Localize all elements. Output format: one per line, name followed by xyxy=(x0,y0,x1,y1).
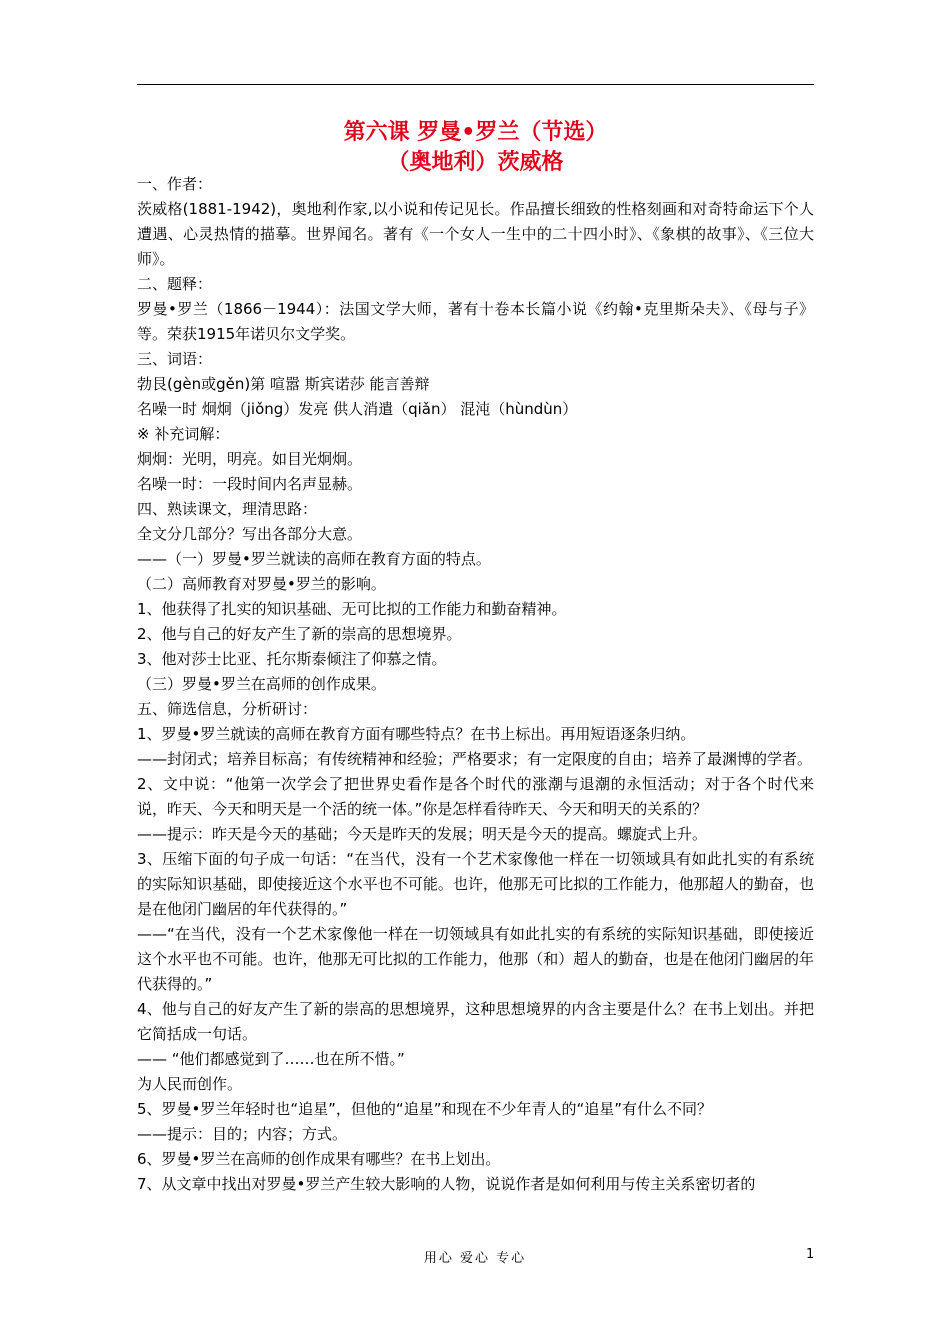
paragraph: 炯炯：光明，明亮。如目光炯炯。 xyxy=(137,450,363,468)
paragraph: 五、筛选信息，分析研讨： xyxy=(137,700,318,718)
paragraph: 1、他获得了扎实的知识基础、无可比拟的工作能力和勤奋精神。 xyxy=(137,600,567,618)
paragraph: （三）罗曼•罗兰在高师的创作成果。 xyxy=(137,675,386,693)
paragraph: 7、从文章中找出对罗曼•罗兰产生较大影响的人物，说说作者是如何利用与传主关系密切者的 xyxy=(137,1175,756,1193)
lesson-title-line: 第六课 罗曼•罗兰（节选） xyxy=(343,120,608,145)
paragraph: 5、罗曼•罗兰年轻时也“追星”，但他的“追星”和现在不少年青人的“追星”有什么不同？ xyxy=(137,1100,713,1118)
paragraph: 罗曼•罗兰（1866－1944）：法国文学大师，著有十卷本长篇小说《约翰•克里斯朵夫》、《母与子》等。荣获1915年诺贝尔文学奖。 xyxy=(137,300,814,343)
paragraph: 6、罗曼•罗兰在高师的创作成果有哪些？在书上划出。 xyxy=(137,1150,501,1168)
paragraph: 全文分几部分？写出各部分大意。 xyxy=(137,525,363,543)
paragraph: 为人民而创作。 xyxy=(137,1075,243,1093)
paragraph: （二）高师教育对罗曼•罗兰的影响。 xyxy=(137,575,386,593)
header-rule xyxy=(137,84,814,85)
paragraph: ※ 补充词解： xyxy=(137,425,230,443)
paragraph: 名噪一时：一段时间内名声显赫。 xyxy=(137,475,363,493)
paragraph: ——（一）罗曼•罗兰就读的高师在教育方面的特点。 xyxy=(137,550,491,568)
paragraph: 一、作者： xyxy=(137,175,213,193)
footer-motto: 用心 爱心 专心 xyxy=(423,1251,527,1266)
page-number: 1 xyxy=(806,1247,815,1262)
lesson-title xyxy=(137,118,814,178)
paragraph: 勃艮(gèn或gěn)第 喧嚣 斯宾诺莎 能言善辩 xyxy=(137,375,430,393)
paragraph: ——“在当代，没有一个艺术家像他一样在一切领域具有如此扎实的有系统的实际知识基础，即使接近这个水平也不可能。也许，他那无可比拟的工作能力，他那（和）超人的勤奋，也是在他闭门幽居的年代获得的。” xyxy=(137,925,814,993)
paragraph: ——提示：昨天是今天的基础；今天是昨天的发展；明天是今天的提高。螺旋式上升。 xyxy=(137,825,708,843)
paragraph: 茨威格(1881-1942)，奥地利作家,以小说和传记见长。作品擅长细致的性格刻画和对奇特命运下个人遭遇、心灵热情的描摹。世界闻名。著有《一个女人一生中的二十四小时》、《象棋的故事》、《三位大师》。 xyxy=(137,200,814,268)
document-body xyxy=(137,172,814,1197)
paragraph: 二、题释： xyxy=(137,275,213,293)
paragraph: 四、熟读课文，理清思路： xyxy=(137,500,318,518)
paragraph: —— “他们都感觉到了……也在所不惜。” xyxy=(137,1050,405,1068)
lesson-author-line: （奥地利）茨威格 xyxy=(387,150,564,175)
paragraph: 名噪一时 炯炯（jiǒng）发亮 供人消遣（qiǎn） 混沌（hùndùn） xyxy=(137,400,578,418)
paragraph: 三、词语： xyxy=(137,350,213,368)
paragraph: 2、文中说：“他第一次学会了把世界史看作是各个时代的涨潮与退潮的永恒活动；对于各个时代来说，昨天、今天和明天是一个活的统一体。”你是怎样看待昨天、今天和明天的关系的？ xyxy=(137,775,814,818)
paragraph: ——封闭式；培养目标高；有传统精神和经验；严格要求；有一定限度的自由；培养了最渊博的学者。 xyxy=(137,750,813,768)
paragraph: 3、他对莎士比亚、托尔斯泰倾注了仰慕之情。 xyxy=(137,650,447,668)
paragraph: ——提示：目的；内容；方式。 xyxy=(137,1125,348,1143)
paragraph: 2、他与自己的好友产生了新的崇高的思想境界。 xyxy=(137,625,462,643)
paragraph: 1、罗曼•罗兰就读的高师在教育方面有哪些特点？在书上标出。再用短语逐条归纳。 xyxy=(137,725,696,743)
paragraph: 4、他与自己的好友产生了新的崇高的思想境界，这种思想境界的内含主要是什么？在书上划出。并把它简括成一句话。 xyxy=(137,1000,814,1043)
paragraph: 3、压缩下面的句子成一句话：“在当代，没有一个艺术家像他一样在一切领域具有如此扎实的有系统的实际知识基础，即使接近这个水平也不可能。也许，他那无可比拟的工作能力，他那超人的勤奋，也是在他闭门幽居的年代获得的。” xyxy=(137,850,814,918)
